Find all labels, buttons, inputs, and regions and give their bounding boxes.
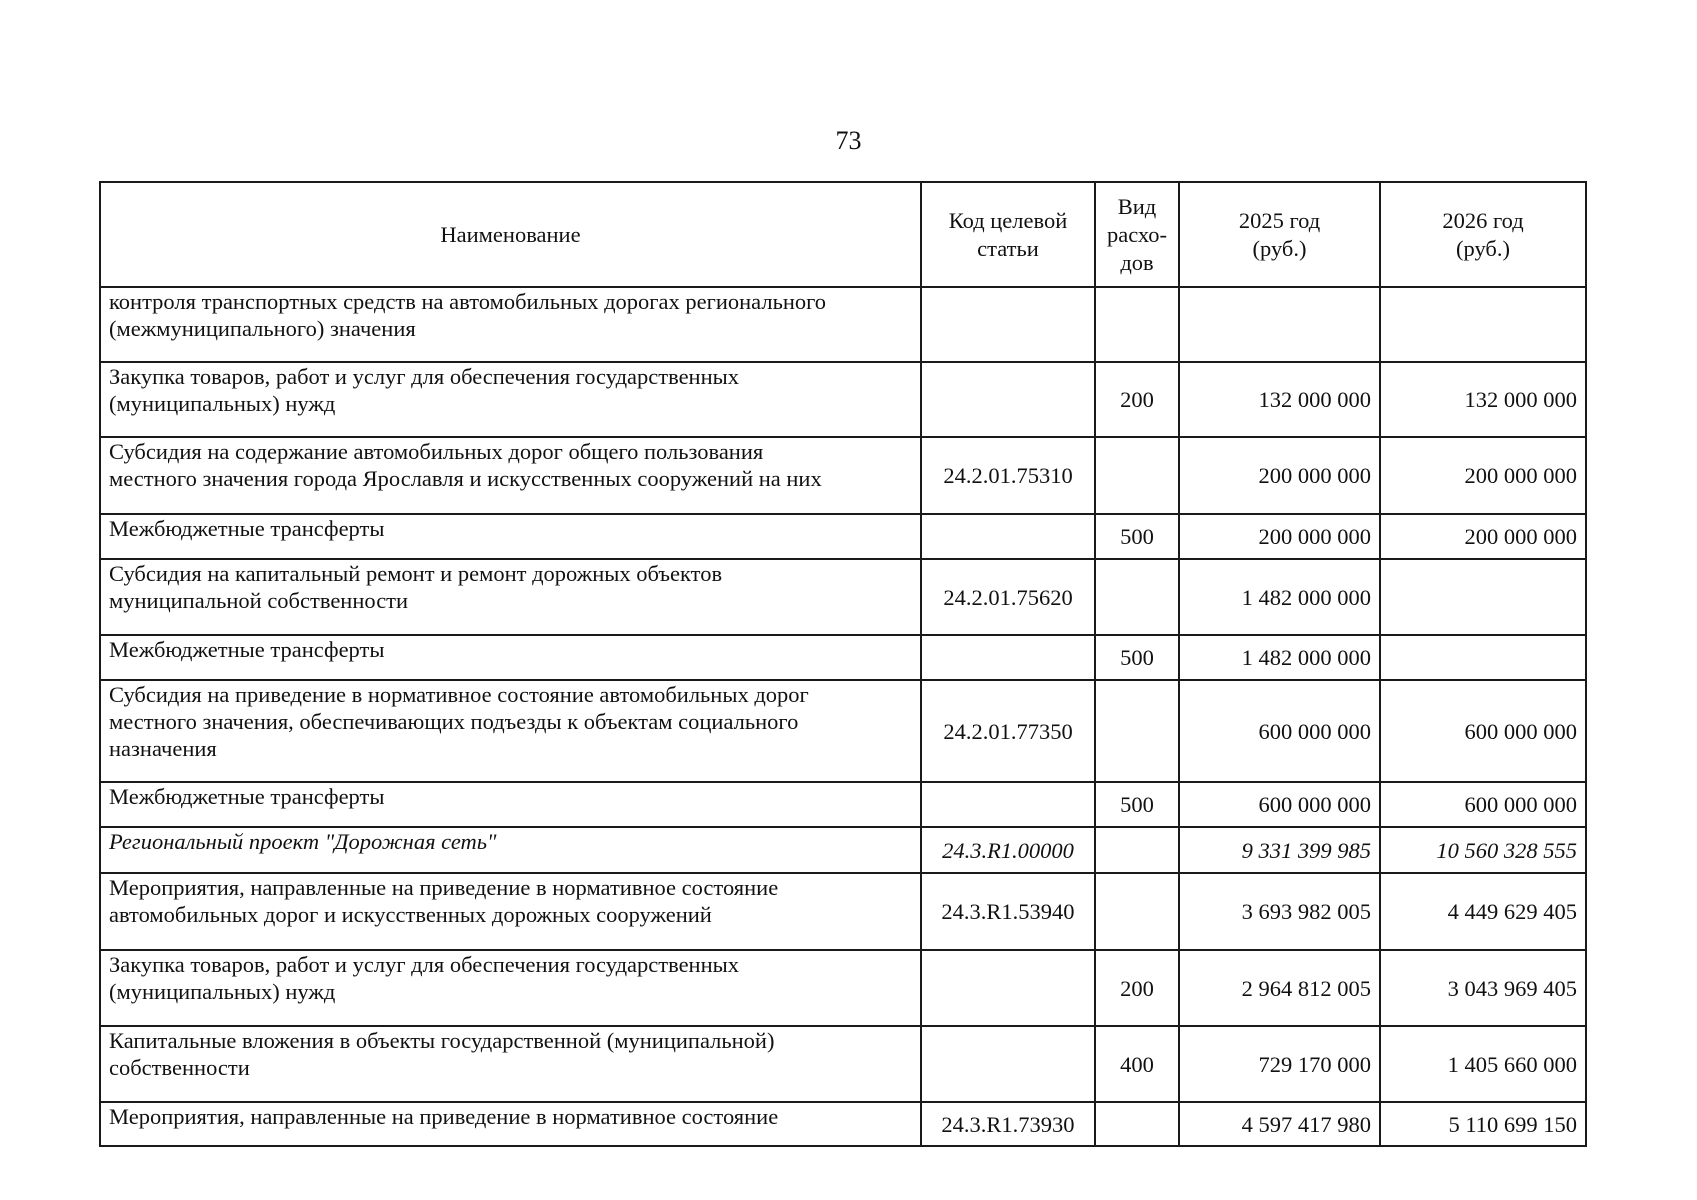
cell-y2026: 600 000 000: [1380, 680, 1586, 782]
cell-y2025: 3 693 982 005: [1179, 873, 1380, 950]
table-row: [100, 635, 1586, 680]
cell-code: 24.2.01.75620: [921, 559, 1095, 635]
cell-code: [921, 514, 1095, 559]
cell-y2025: 4 597 417 980: [1179, 1102, 1380, 1146]
cell-name-line: собственности: [109, 1055, 250, 1080]
table-row: [100, 873, 1586, 950]
cell-code: 24.3.R1.73930: [921, 1102, 1095, 1146]
cell-y2026: [1380, 287, 1586, 362]
table-row: [100, 680, 1586, 782]
table-row: [100, 514, 1586, 559]
cell-name: [100, 287, 921, 362]
cell-kind: 200: [1095, 950, 1179, 1026]
cell-y2025: 1 482 000 000: [1179, 635, 1380, 680]
cell-name-line: Закупка товаров, работ и услуг для обеспечения государственных: [109, 952, 740, 977]
cell-y2025: 132 000 000: [1179, 362, 1380, 437]
cell-y2026: 600 000 000: [1380, 782, 1586, 827]
cell-code: 24.2.01.75310: [921, 437, 1095, 514]
cell-code: [921, 782, 1095, 827]
cell-y2026: 4 449 629 405: [1380, 873, 1586, 950]
cell-y2025: 200 000 000: [1179, 437, 1380, 514]
cell-kind: [1095, 437, 1179, 514]
cell-kind: [1095, 680, 1179, 782]
cell-kind: 200: [1095, 362, 1179, 437]
cell-name-line: Капитальные вложения в объекты государственной (муниципальной): [109, 1028, 775, 1053]
cell-name: [100, 680, 921, 782]
header-name: Наименование: [100, 182, 921, 287]
cell-y2025: 1 482 000 000: [1179, 559, 1380, 635]
header-kind-line: Вид: [1117, 193, 1157, 219]
cell-name-line: местного значения города Ярославля и искусственных сооружений на них: [109, 466, 822, 491]
table-row: [100, 287, 1586, 362]
cell-name: [100, 950, 921, 1026]
header-kind-line: расхо-: [1106, 221, 1168, 247]
cell-name-line: Субсидия на приведение в нормативное состояние автомобильных дорог: [109, 682, 809, 707]
table-row: [100, 1102, 1586, 1146]
cell-y2026: 1 405 660 000: [1380, 1026, 1586, 1102]
cell-name-line: Региональный проект "Дорожная сеть": [109, 829, 497, 854]
cell-y2025: 2 964 812 005: [1179, 950, 1380, 1026]
cell-y2026: [1380, 559, 1586, 635]
cell-code: 24.2.01.77350: [921, 680, 1095, 782]
cell-code: 24.3.R1.53940: [921, 873, 1095, 950]
header-2026-line: 2026 год: [1442, 207, 1524, 233]
table-row: [100, 950, 1586, 1026]
cell-name: [100, 635, 921, 680]
cell-name-line: Мероприятия, направленные на приведение в нормативное состояние: [109, 1104, 779, 1129]
cell-name: [100, 827, 921, 873]
cell-y2025: 9 331 399 985: [1179, 827, 1380, 873]
table-row: [100, 1026, 1586, 1102]
cell-code: [921, 362, 1095, 437]
cell-kind: 500: [1095, 635, 1179, 680]
cell-name-line: местного значения, обеспечивающих подъезды к объектам социального: [109, 709, 799, 734]
cell-code: 24.3.R1.00000: [921, 827, 1095, 873]
cell-y2025: 600 000 000: [1179, 680, 1380, 782]
cell-kind: [1095, 287, 1179, 362]
header-2025-line: 2025 год: [1238, 207, 1321, 233]
table-row: [100, 559, 1586, 635]
cell-kind: 500: [1095, 782, 1179, 827]
cell-y2026: [1380, 635, 1586, 680]
page-number: 73: [835, 126, 862, 155]
header-code-line: Код целевой: [948, 207, 1068, 233]
cell-kind: [1095, 1102, 1179, 1146]
cell-kind: 400: [1095, 1026, 1179, 1102]
cell-kind: [1095, 873, 1179, 950]
cell-name: [100, 873, 921, 950]
cell-name: [100, 437, 921, 514]
cell-name-line: Субсидия на капитальный ремонт и ремонт дорожных объектов: [109, 561, 723, 586]
cell-name-line: назначения: [109, 736, 217, 761]
cell-name-line: Межбюджетные трансферты: [109, 784, 385, 809]
header-code-line: статьи: [977, 235, 1039, 261]
header-2026-line: (руб.): [1456, 235, 1510, 261]
header-2025: [1179, 182, 1380, 287]
table-body: [100, 287, 1586, 1146]
table-row: [100, 827, 1586, 873]
cell-y2026: 200 000 000: [1380, 437, 1586, 514]
cell-y2026: 10 560 328 555: [1380, 827, 1586, 873]
table-row: [100, 782, 1586, 827]
header-kind: [1095, 182, 1179, 287]
cell-kind: 500: [1095, 514, 1179, 559]
cell-name-line: (межмуниципального) значения: [109, 316, 416, 341]
cell-name: [100, 514, 921, 559]
cell-name-line: Закупка товаров, работ и услуг для обеспечения государственных: [109, 364, 740, 389]
cell-code: [921, 635, 1095, 680]
cell-y2025: 200 000 000: [1179, 514, 1380, 559]
header-2026: [1380, 182, 1586, 287]
cell-name-line: Субсидия на содержание автомобильных дорог общего пользования: [109, 439, 764, 464]
header-row: [100, 182, 1586, 287]
cell-name-line: Межбюджетные трансферты: [109, 637, 385, 662]
table-row: [100, 437, 1586, 514]
cell-code: [921, 1026, 1095, 1102]
table-row: [100, 362, 1586, 437]
cell-name-line: (муниципальных) нужд: [109, 979, 336, 1004]
cell-name: [100, 1026, 921, 1102]
cell-y2025: 600 000 000: [1179, 782, 1380, 827]
cell-kind: [1095, 559, 1179, 635]
cell-y2026: 5 110 699 150: [1380, 1102, 1586, 1146]
cell-code: [921, 287, 1095, 362]
cell-y2026: 3 043 969 405: [1380, 950, 1586, 1026]
cell-name: [100, 559, 921, 635]
budget-table: [99, 181, 1587, 1147]
cell-code: [921, 950, 1095, 1026]
header-2025-line: (руб.): [1252, 235, 1307, 261]
cell-y2025: [1179, 287, 1380, 362]
cell-name-line: муниципальной собственности: [109, 588, 409, 613]
cell-name-line: (муниципальных) нужд: [109, 391, 336, 416]
cell-y2026: 132 000 000: [1380, 362, 1586, 437]
cell-y2026: 200 000 000: [1380, 514, 1586, 559]
header-code: [921, 182, 1095, 287]
table-header: [100, 182, 1586, 287]
cell-name: [100, 362, 921, 437]
cell-name-line: Межбюджетные трансферты: [109, 516, 385, 541]
cell-y2025: 729 170 000: [1179, 1026, 1380, 1102]
cell-kind: [1095, 827, 1179, 873]
cell-name: [100, 782, 921, 827]
cell-name-line: Мероприятия, направленные на приведение в нормативное состояние: [109, 875, 779, 900]
cell-name-line: автомобильных дорог и искусственных дорожных сооружений: [109, 902, 712, 927]
cell-name: [100, 1102, 921, 1146]
cell-name-line: контроля транспортных средств на автомобильных дорогах регионального: [109, 289, 827, 314]
header-kind-line: дов: [1120, 249, 1154, 275]
